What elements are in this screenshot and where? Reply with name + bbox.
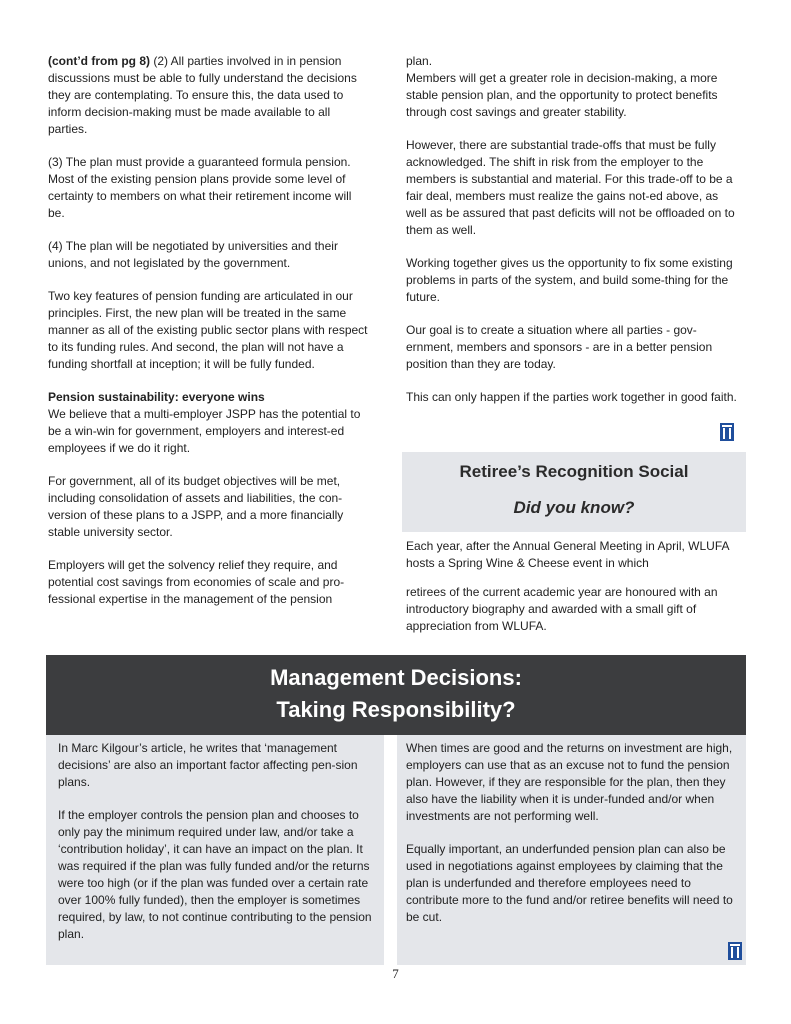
paragraph: Members will get a greater role in decision-making, a more stable pension plan, and the opportunity to protect benefits through cost savings and greater stability.	[406, 71, 718, 119]
paragraph: In Marc Kilgour’s article, he writes that ‘management decisions’ are also an important factor affecting pen-sion plans.	[58, 741, 358, 789]
paragraph: We believe that a multi-employer JSPP has the potential to be a win-win for government, employers and interest-ed employees if we do it right.	[48, 407, 361, 455]
recognition-title: Retiree’s Recognition Social	[459, 462, 689, 481]
continued-label: (cont’d from pg 8)	[48, 54, 150, 68]
banner-title-line2: Taking Responsibility?	[276, 697, 516, 722]
top-right-column	[406, 53, 741, 422]
section-heading: Pension sustainability: everyone wins	[48, 390, 265, 404]
recognition-text-cont	[406, 584, 741, 651]
paragraph: Our goal is to create a situation where all parties - gov-ernment, members and sponsors - are in a better pension position than they are today.	[406, 323, 713, 371]
paragraph: Two key features of pension funding are articulated in our principles. First, the new plan will be treated in the same manner as all of the existing public sector plans with respect to its funding rules. And second, the plan will not have a funding shortfall at inception; it will be fully funded.	[48, 289, 368, 371]
page-number: 7	[392, 966, 399, 981]
paragraph: plan.	[406, 54, 433, 68]
paragraph: For government, all of its budget objectives will be met, including consolidation of assets and liabilities, the con-version of these plans to a JSPP, and a more financially stable university sector.	[48, 474, 344, 539]
paragraph: Each year, after the Annual General Meeting in April, WLUFA hosts a Spring Wine & Cheese event in which	[406, 539, 729, 570]
bottom-right-column	[406, 740, 740, 942]
paragraph: Equally important, an underfunded pension plan can also be used in negotiations against employees by claiming that the plan is underfunded and therefore employees need to contribute more to the fund and/or retiree benefits will need to be cut.	[406, 842, 733, 924]
section-banner	[46, 655, 746, 735]
paragraph: (3) The plan must provide a guaranteed formula pension. Most of the existing pension plans provide some level of certainty to members on what their retirement income will be.	[48, 155, 352, 220]
end-of-article-icon	[720, 423, 734, 441]
paragraph: (4) The plan will be negotiated by universities and their unions, and not legislated by the government.	[48, 239, 338, 270]
paragraph: (cont’d from pg 8) (2) All parties involved in in pension discussions must be able to fully understand the decisions they are contemplating. To ensure this, the data used to inform decision-making must be made available to all parties.	[48, 54, 357, 136]
recognition-box	[402, 452, 746, 532]
paragraph: If the employer controls the pension plan and chooses to only pay the minimum required under law, and/or take a ‘contribution holiday’, it can have an impact on the plan. It was required if the plan was fully funded and/or the returns were too high (or if the plan was funded over a certain rate over 100% fully funded), then the employer is sometimes required, by law, to not continue contributing to the pension plan.	[58, 808, 372, 941]
paragraph: Employers will get the solvency relief they require, and potential cost savings from economies of scale and pro-fessional expertise in the management of the pension	[48, 558, 345, 606]
recognition-text	[406, 538, 741, 588]
recognition-subtitle: Did you know?	[513, 498, 635, 517]
top-left-column	[48, 53, 370, 624]
banner-title-line1: Management Decisions:	[270, 665, 522, 690]
paragraph: However, there are substantial trade-offs that must be fully acknowledged. The shift in risk from the employer to the members is substantial and material. For this trade-off to be a fair deal, members must realize the gains not-ed above, as well as be assured that past deficits will not be offloaded on to them as well.	[406, 138, 735, 237]
paragraph: Working together gives us the opportunity to fix some existing problems in parts of the system, and build some-thing for the future.	[406, 256, 733, 304]
paragraph: This can only happen if the parties work together in good faith.	[406, 390, 737, 404]
end-of-article-icon	[728, 942, 742, 960]
bottom-left-column	[58, 740, 374, 959]
paragraph: When times are good and the returns on investment are high, employers can use that as an excuse not to fund the pension plan. However, if they are responsible for the plan, then they also have the liability when it is under-funded and/or when investments are not performing well.	[406, 741, 733, 823]
paragraph: retirees of the current academic year are honoured with an introductory biography and awarded with a small gift of appreciation from WLUFA.	[406, 585, 718, 633]
